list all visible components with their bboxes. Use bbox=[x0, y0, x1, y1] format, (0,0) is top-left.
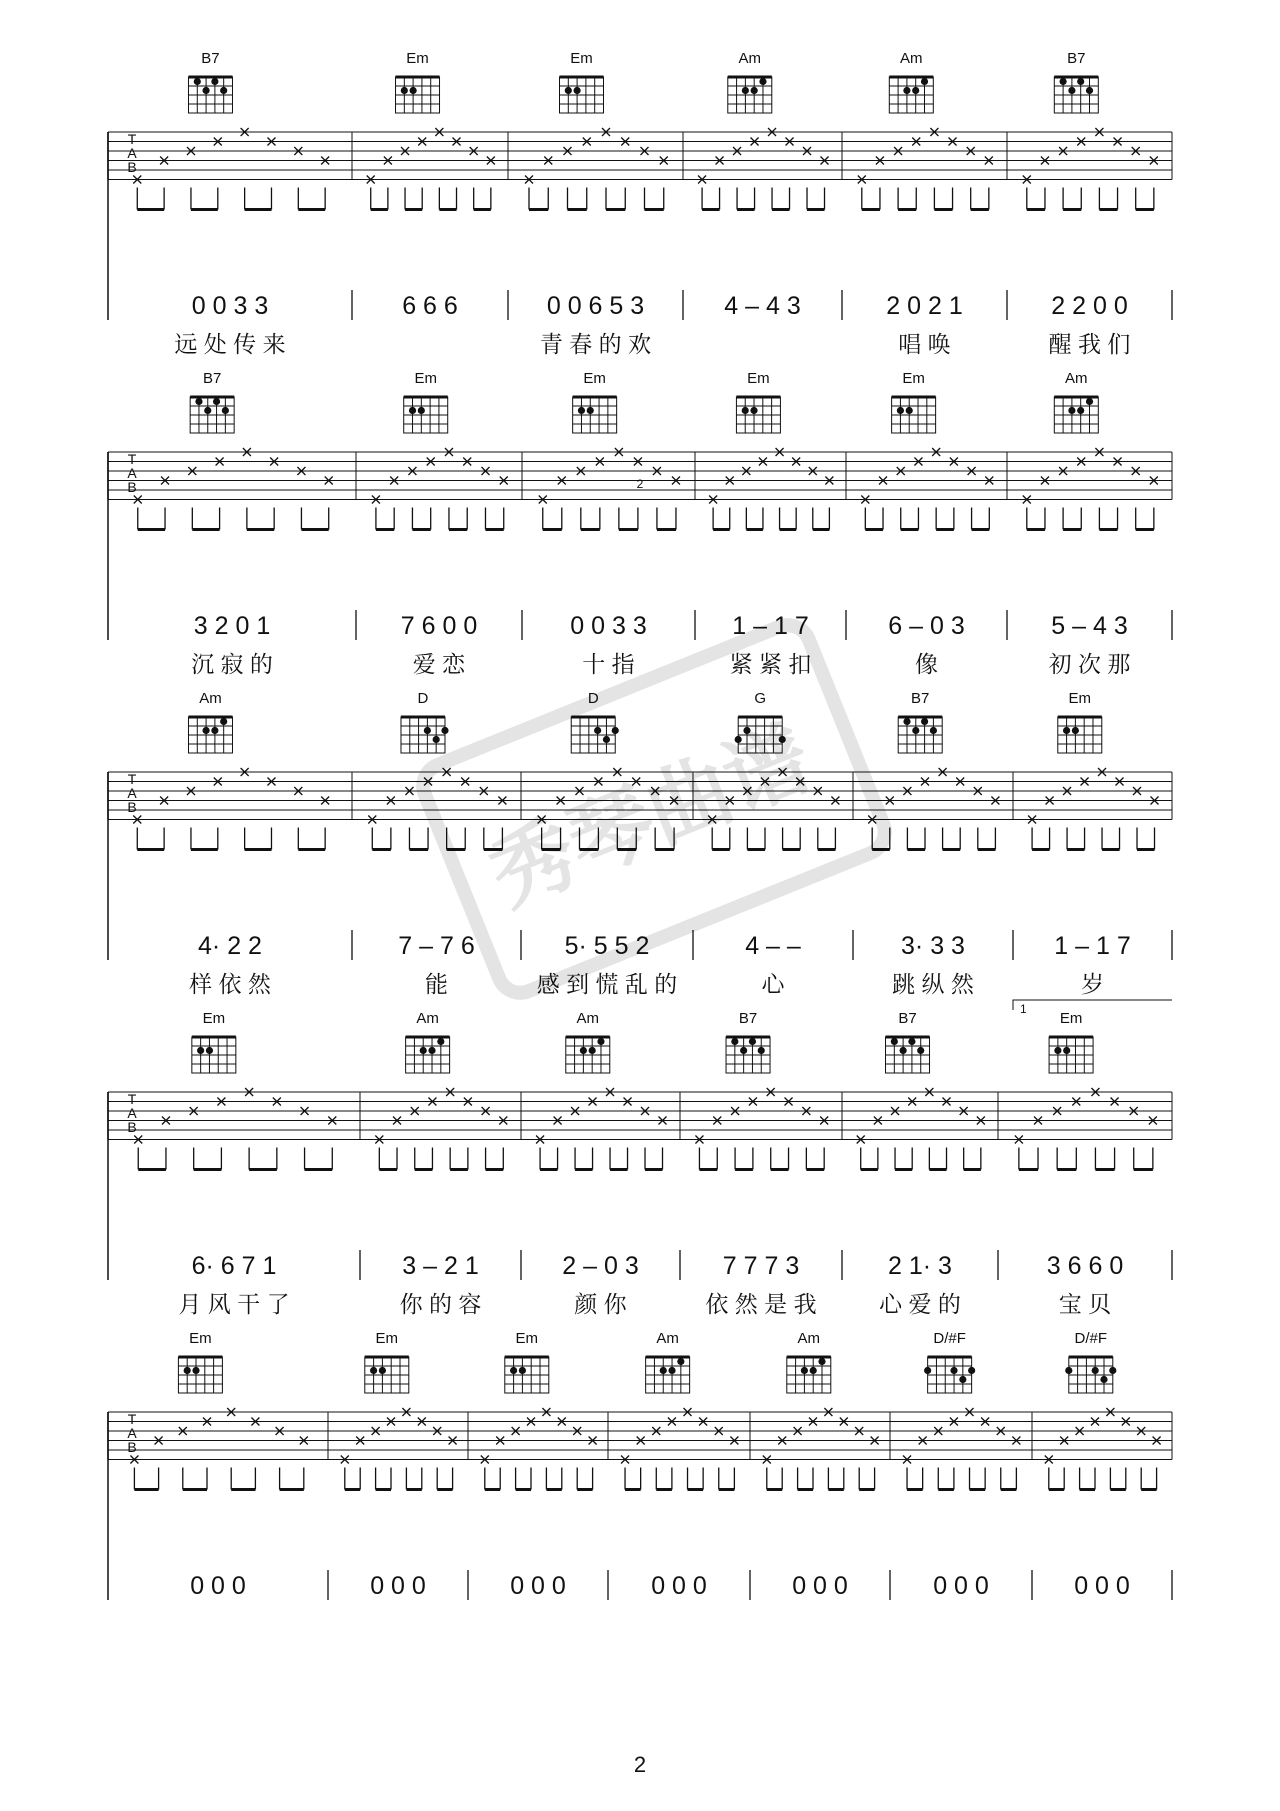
finger-dot bbox=[565, 87, 572, 94]
jianpu-notation: 3 2 0 1 bbox=[193, 612, 271, 640]
lyric-text: 月 风 干 了 bbox=[178, 1291, 290, 1317]
finger-dot bbox=[1100, 1376, 1107, 1383]
finger-dot bbox=[1063, 1047, 1070, 1054]
chord-name: Am bbox=[416, 1010, 439, 1027]
finger-dot bbox=[1072, 727, 1079, 734]
finger-dot bbox=[740, 1047, 747, 1054]
jianpu-notation: 0 0 0 bbox=[190, 1572, 246, 1600]
chord-name: Em bbox=[583, 370, 606, 387]
jianpu-notation: 0 0 0 bbox=[792, 1572, 848, 1600]
jianpu-notation: 5· 5 5 2 bbox=[564, 932, 650, 960]
finger-dot bbox=[1063, 727, 1070, 734]
jianpu-notation: 1 – 1 7 bbox=[1054, 932, 1131, 960]
chord-diagram bbox=[566, 1010, 610, 1073]
jianpu-notation: 0 0 0 bbox=[651, 1572, 707, 1600]
chord-name: Am bbox=[900, 50, 923, 67]
finger-dot bbox=[580, 1047, 587, 1054]
chord-name: B7 bbox=[911, 690, 930, 707]
jianpu-notation: 5 – 4 3 bbox=[1051, 612, 1128, 640]
volta-bracket bbox=[1013, 1000, 1172, 1010]
lyric-text: 宝 贝 bbox=[1058, 1291, 1112, 1317]
chord-name: Em bbox=[189, 1330, 212, 1347]
lyric-text: 青 春 的 欢 bbox=[539, 331, 652, 357]
watermark-logo: 秀琴曲谱 bbox=[440, 660, 860, 940]
jianpu-notation: 1 – 1 7 bbox=[732, 612, 809, 640]
finger-dot bbox=[959, 1376, 966, 1383]
chord-name: Am bbox=[576, 1010, 600, 1027]
chord-diagram bbox=[889, 50, 933, 113]
finger-dot bbox=[749, 1038, 756, 1045]
chord-name: Em bbox=[406, 50, 429, 67]
lyric-text: 跳 纵 然 bbox=[892, 971, 974, 997]
system bbox=[108, 1330, 1172, 1600]
lyric-text: 沉 寂 的 bbox=[191, 651, 273, 677]
chord-diagram bbox=[1054, 50, 1098, 113]
chord-diagram bbox=[736, 370, 780, 433]
finger-dot bbox=[418, 407, 425, 414]
chord-diagram bbox=[735, 690, 786, 753]
chord-name: D/#F bbox=[1074, 1330, 1108, 1347]
finger-dot bbox=[197, 1047, 204, 1054]
volta-number: 1 bbox=[1020, 1002, 1027, 1016]
chord-name: Em bbox=[515, 1330, 539, 1347]
finger-dot bbox=[589, 1047, 596, 1054]
finger-dot bbox=[184, 1367, 191, 1374]
jianpu-notation: 3 6 6 0 bbox=[1046, 1252, 1124, 1280]
lyric-text: 心 爱 的 bbox=[879, 1291, 961, 1317]
lyric-text: 心 bbox=[761, 971, 785, 997]
lyric-text: 唱 唤 bbox=[898, 331, 951, 357]
lyric-text: 依 然 是 我 bbox=[705, 1291, 817, 1317]
chord-diagram bbox=[571, 690, 619, 753]
finger-dot bbox=[1077, 78, 1084, 85]
finger-dot bbox=[379, 1367, 386, 1374]
tab-clef-letter: B bbox=[127, 1439, 137, 1455]
jianpu-notation: 4· 2 2 bbox=[198, 932, 262, 960]
chord-name: B7 bbox=[201, 50, 220, 67]
jianpu-notation: 0 0 6 5 3 bbox=[546, 292, 645, 320]
finger-dot bbox=[917, 1047, 924, 1054]
finger-dot bbox=[409, 407, 416, 414]
finger-dot bbox=[211, 727, 218, 734]
tab-fret-number: 2 bbox=[636, 477, 644, 491]
chord-name: Am bbox=[738, 50, 762, 67]
jianpu-notation: 7 7 7 3 bbox=[722, 1252, 800, 1280]
finger-dot bbox=[401, 87, 408, 94]
jianpu-notation: 2 – 0 3 bbox=[562, 1252, 639, 1280]
finger-dot bbox=[194, 78, 201, 85]
finger-dot bbox=[742, 87, 749, 94]
finger-dot bbox=[420, 1047, 427, 1054]
finger-dot bbox=[510, 1367, 517, 1374]
finger-dot bbox=[441, 727, 448, 734]
finger-dot bbox=[810, 1367, 817, 1374]
chord-diagram bbox=[505, 1330, 549, 1393]
finger-dot bbox=[1086, 87, 1093, 94]
lyric-text: 初 次 那 bbox=[1048, 651, 1131, 677]
chord-diagram bbox=[1065, 1330, 1116, 1393]
finger-dot bbox=[921, 78, 928, 85]
jianpu-notation: 7 – 7 6 bbox=[398, 932, 475, 960]
chord-name: Em bbox=[414, 370, 437, 387]
chord-diagram bbox=[886, 1010, 930, 1073]
finger-dot bbox=[195, 398, 202, 405]
finger-dot bbox=[908, 1038, 915, 1045]
jianpu-notation: 2 2 0 0 bbox=[1051, 292, 1128, 320]
chord-diagram bbox=[190, 370, 234, 433]
finger-dot bbox=[735, 736, 742, 743]
chord-name: Am bbox=[1065, 370, 1088, 387]
finger-dot bbox=[192, 1367, 199, 1374]
jianpu-notation: 0 0 0 bbox=[510, 1572, 566, 1600]
finger-dot bbox=[750, 407, 757, 414]
finger-dot bbox=[578, 407, 585, 414]
chord-diagram bbox=[573, 370, 617, 433]
finger-dot bbox=[1060, 78, 1067, 85]
tab-clef-letter: B bbox=[127, 479, 137, 495]
jianpu-notation: 2 0 2 1 bbox=[886, 292, 963, 320]
finger-dot bbox=[677, 1358, 684, 1365]
finger-dot bbox=[921, 718, 928, 725]
chord-diagram bbox=[192, 1010, 236, 1073]
finger-dot bbox=[410, 87, 417, 94]
tab-clef-letter: A bbox=[127, 1105, 137, 1121]
tab-clef-letter: T bbox=[127, 131, 137, 147]
finger-dot bbox=[204, 407, 211, 414]
tab-clef-letter: A bbox=[127, 785, 137, 801]
tab-clef-letter: A bbox=[127, 1425, 137, 1441]
chord-name: B7 bbox=[738, 1010, 758, 1027]
finger-dot bbox=[924, 1367, 931, 1374]
finger-dot bbox=[1077, 407, 1084, 414]
finger-dot bbox=[424, 727, 431, 734]
chord-name: Em bbox=[747, 370, 770, 387]
tab-clef-letter: T bbox=[127, 451, 137, 467]
system bbox=[108, 50, 1172, 357]
tab-clef-letter: A bbox=[127, 145, 137, 161]
jianpu-notation: 7 6 0 0 bbox=[400, 612, 478, 640]
finger-dot bbox=[433, 736, 440, 743]
finger-dot bbox=[1086, 398, 1093, 405]
system bbox=[108, 370, 1172, 677]
lyric-text: 醒 我 们 bbox=[1048, 331, 1131, 357]
finger-dot bbox=[587, 407, 594, 414]
chord-name: D/#F bbox=[933, 1330, 966, 1347]
lyric-text: 岁 bbox=[1081, 971, 1104, 997]
finger-dot bbox=[202, 87, 209, 94]
lyric-text: 能 bbox=[425, 971, 448, 997]
lyric-text: 颜 你 bbox=[574, 1291, 627, 1317]
jianpu-notation: 2 1· 3 bbox=[888, 1252, 952, 1280]
tab-clef-letter: T bbox=[127, 771, 137, 787]
tab-clef-letter: B bbox=[127, 1119, 137, 1135]
page-number: 2 bbox=[633, 1752, 647, 1777]
jianpu-notation: 0 0 0 bbox=[933, 1572, 989, 1600]
chord-name: Am bbox=[797, 1330, 821, 1347]
finger-dot bbox=[743, 727, 750, 734]
chord-name: Em bbox=[1059, 1010, 1083, 1027]
lyric-text: 感 到 慌 乱 的 bbox=[536, 971, 678, 997]
finger-dot bbox=[912, 727, 919, 734]
chord-diagram bbox=[401, 690, 449, 753]
lyric-text: 远 处 传 来 bbox=[174, 331, 286, 357]
chord-diagram bbox=[1049, 1010, 1093, 1073]
finger-dot bbox=[603, 736, 610, 743]
jianpu-notation: 0 0 0 bbox=[1074, 1572, 1130, 1600]
jianpu-notation: 4 – 4 3 bbox=[724, 292, 801, 320]
lyric-text: 十 指 bbox=[582, 651, 635, 677]
finger-dot bbox=[731, 1038, 738, 1045]
finger-dot bbox=[597, 1038, 604, 1045]
chord-diagram bbox=[1054, 370, 1098, 433]
finger-dot bbox=[950, 1367, 957, 1374]
jianpu-notation: 6 – 0 3 bbox=[888, 612, 965, 640]
chord-name: Am bbox=[199, 690, 222, 707]
chord-name: Em bbox=[202, 1010, 226, 1027]
finger-dot bbox=[968, 1367, 975, 1374]
finger-dot bbox=[1092, 1367, 1099, 1374]
finger-dot bbox=[759, 78, 766, 85]
jianpu-notation: 0 0 3 3 bbox=[191, 292, 269, 320]
finger-dot bbox=[900, 1047, 907, 1054]
chord-diagram bbox=[560, 50, 604, 113]
chord-name: Em bbox=[570, 50, 593, 67]
chord-diagram bbox=[188, 690, 232, 753]
chord-name: B7 bbox=[898, 1010, 917, 1027]
jianpu-notation: 4 – – bbox=[745, 932, 801, 960]
chord-diagram bbox=[1058, 690, 1102, 753]
finger-dot bbox=[758, 1047, 765, 1054]
finger-dot bbox=[1109, 1367, 1116, 1374]
chord-diagram bbox=[646, 1330, 690, 1393]
finger-dot bbox=[437, 1038, 444, 1045]
lyric-text: 你 的 容 bbox=[399, 1291, 482, 1317]
chord-name: G bbox=[754, 690, 767, 707]
jianpu-notation: 3· 3 3 bbox=[901, 932, 965, 960]
chord-name: D bbox=[417, 690, 429, 707]
chord-diagram bbox=[396, 50, 440, 113]
tab-clef-letter: T bbox=[127, 1091, 137, 1107]
finger-dot bbox=[903, 87, 910, 94]
finger-dot bbox=[612, 727, 619, 734]
finger-dot bbox=[903, 718, 910, 725]
chord-diagram bbox=[188, 50, 232, 113]
system bbox=[108, 690, 1172, 997]
finger-dot bbox=[891, 1038, 898, 1045]
finger-dot bbox=[1054, 1047, 1061, 1054]
jianpu-notation: 6 6 6 bbox=[402, 292, 458, 320]
tab-clef-letter: B bbox=[127, 159, 137, 175]
finger-dot bbox=[213, 398, 220, 405]
chord-name: Em bbox=[1068, 690, 1092, 707]
finger-dot bbox=[779, 736, 786, 743]
jianpu-notation: 6· 6 7 1 bbox=[191, 1252, 277, 1280]
finger-dot bbox=[660, 1367, 667, 1374]
finger-dot bbox=[1068, 87, 1075, 94]
tab-clef-letter: T bbox=[127, 1411, 137, 1427]
chord-diagram bbox=[365, 1330, 409, 1393]
chord-diagram bbox=[924, 1330, 975, 1393]
chord-diagram bbox=[787, 1330, 831, 1393]
finger-dot bbox=[519, 1367, 526, 1374]
jianpu-notation: 3 – 2 1 bbox=[402, 1252, 479, 1280]
chord-diagram bbox=[178, 1330, 222, 1393]
finger-dot bbox=[897, 407, 904, 414]
system bbox=[108, 1010, 1172, 1317]
finger-dot bbox=[930, 727, 937, 734]
chord-name: Em bbox=[375, 1330, 399, 1347]
chord-diagram bbox=[404, 370, 448, 433]
finger-dot bbox=[912, 87, 919, 94]
finger-dot bbox=[220, 87, 227, 94]
chord-diagram bbox=[728, 50, 772, 113]
finger-dot bbox=[906, 407, 913, 414]
chord-name: Em bbox=[902, 370, 925, 387]
finger-dot bbox=[222, 407, 229, 414]
finger-dot bbox=[220, 718, 227, 725]
finger-dot bbox=[742, 407, 749, 414]
finger-dot bbox=[202, 727, 209, 734]
chord-name: Am bbox=[656, 1330, 679, 1347]
finger-dot bbox=[801, 1367, 808, 1374]
finger-dot bbox=[370, 1367, 377, 1374]
finger-dot bbox=[211, 78, 218, 85]
finger-dot bbox=[751, 87, 758, 94]
jianpu-notation: 0 0 0 bbox=[370, 1572, 426, 1600]
finger-dot bbox=[668, 1367, 675, 1374]
lyric-text: 像 bbox=[915, 651, 938, 677]
finger-dot bbox=[206, 1047, 213, 1054]
chord-name: B7 bbox=[202, 370, 222, 387]
jianpu-notation: 0 0 3 3 bbox=[570, 612, 647, 640]
finger-dot bbox=[1068, 407, 1075, 414]
chord-name: B7 bbox=[1067, 50, 1086, 67]
tab-clef-letter: A bbox=[127, 465, 137, 481]
chord-diagram bbox=[726, 1010, 770, 1073]
finger-dot bbox=[1065, 1367, 1072, 1374]
chord-diagram bbox=[898, 690, 942, 753]
finger-dot bbox=[594, 727, 601, 734]
lyric-text: 样 依 然 bbox=[189, 971, 271, 997]
lyric-text: 爱 恋 bbox=[412, 651, 466, 677]
lyric-text: 紧 紧 扣 bbox=[729, 651, 812, 677]
finger-dot bbox=[428, 1047, 435, 1054]
finger-dot bbox=[574, 87, 581, 94]
finger-dot bbox=[818, 1358, 825, 1365]
chord-name: D bbox=[587, 690, 599, 707]
tab-clef-letter: B bbox=[127, 799, 137, 815]
chord-diagram bbox=[406, 1010, 450, 1073]
chord-diagram bbox=[892, 370, 936, 433]
